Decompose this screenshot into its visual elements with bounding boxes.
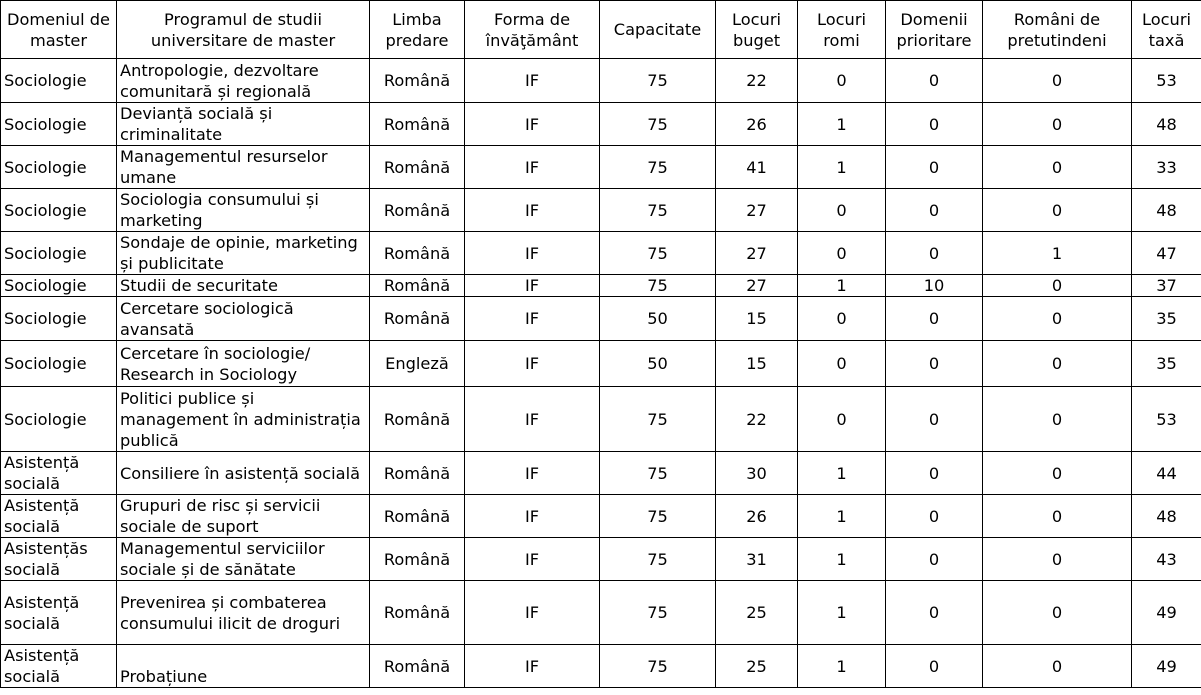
cell-domain: Sociologie	[1, 297, 117, 341]
cell-domain: Sociologie	[1, 232, 117, 275]
cell-domain: Asistență socială	[1, 645, 117, 688]
cell-domain: Sociologie	[1, 189, 117, 232]
cell-language: Română	[370, 645, 465, 688]
header-language: Limba predare	[370, 1, 465, 59]
cell-language: Română	[370, 275, 465, 297]
cell-capacity: 75	[600, 189, 716, 232]
cell-fee: 33	[1132, 146, 1201, 189]
cell-roma: 0	[798, 387, 886, 452]
table-row	[1, 538, 1201, 581]
cell-abroad: 0	[983, 645, 1132, 688]
cell-domain: Sociologie	[1, 146, 117, 189]
cell-language: Română	[370, 538, 465, 581]
cell-budget: 15	[716, 341, 798, 387]
cell-abroad: 0	[983, 387, 1132, 452]
cell-budget: 22	[716, 59, 798, 103]
cell-language: Română	[370, 581, 465, 645]
header-capacity: Capacitate	[600, 1, 716, 59]
cell-domain: Asistență socială	[1, 495, 117, 538]
cell-budget: 25	[716, 581, 798, 645]
header-program: Programul de studii universitare de master	[117, 1, 370, 59]
cell-budget: 41	[716, 146, 798, 189]
cell-capacity: 75	[600, 645, 716, 688]
cell-language: Română	[370, 297, 465, 341]
cell-domain: Sociologie	[1, 341, 117, 387]
cell-program: Devianță socială și criminalitate	[117, 103, 370, 146]
cell-roma: 1	[798, 495, 886, 538]
cell-form: IF	[465, 189, 600, 232]
cell-abroad: 0	[983, 581, 1132, 645]
cell-capacity: 75	[600, 232, 716, 275]
table-row	[1, 275, 1201, 297]
cell-language: Română	[370, 452, 465, 495]
cell-form: IF	[465, 103, 600, 146]
cell-fee: 53	[1132, 59, 1201, 103]
cell-capacity: 75	[600, 538, 716, 581]
cell-program: Managementul resurselor umane	[117, 146, 370, 189]
cell-fee: 35	[1132, 341, 1201, 387]
table-row	[1, 59, 1201, 103]
cell-budget: 26	[716, 495, 798, 538]
cell-abroad: 0	[983, 538, 1132, 581]
cell-abroad: 0	[983, 189, 1132, 232]
cell-priority: 0	[886, 452, 983, 495]
cell-language: Română	[370, 189, 465, 232]
cell-program: Cercetare în sociologie/ Research in Sociology	[117, 341, 370, 387]
header-form: Forma de învăţământ	[465, 1, 600, 59]
cell-fee: 37	[1132, 275, 1201, 297]
cell-abroad: 0	[983, 495, 1132, 538]
cell-roma: 1	[798, 275, 886, 297]
cell-budget: 15	[716, 297, 798, 341]
table-row	[1, 103, 1201, 146]
cell-budget: 31	[716, 538, 798, 581]
cell-domain: Asistențăs socială	[1, 538, 117, 581]
cell-fee: 48	[1132, 103, 1201, 146]
cell-capacity: 75	[600, 103, 716, 146]
cell-language: Română	[370, 146, 465, 189]
cell-program: Grupuri de risc și servicii sociale de suport	[117, 495, 370, 538]
cell-roma: 1	[798, 103, 886, 146]
cell-language: Română	[370, 387, 465, 452]
cell-language: Engleză	[370, 341, 465, 387]
table-row	[1, 297, 1201, 341]
header-fee: Locuri taxă	[1132, 1, 1201, 59]
cell-roma: 0	[798, 297, 886, 341]
cell-language: Română	[370, 59, 465, 103]
header-budget: Locuri buget	[716, 1, 798, 59]
table-row	[1, 645, 1201, 688]
cell-priority: 0	[886, 581, 983, 645]
cell-roma: 1	[798, 538, 886, 581]
cell-capacity: 75	[600, 495, 716, 538]
cell-form: IF	[465, 538, 600, 581]
cell-domain: Sociologie	[1, 275, 117, 297]
cell-priority: 0	[886, 387, 983, 452]
cell-roma: 0	[798, 232, 886, 275]
cell-form: IF	[465, 59, 600, 103]
cell-budget: 27	[716, 189, 798, 232]
cell-capacity: 75	[600, 452, 716, 495]
cell-fee: 44	[1132, 452, 1201, 495]
cell-priority: 0	[886, 495, 983, 538]
cell-form: IF	[465, 452, 600, 495]
cell-program: Antropologie, dezvoltare comunitară și regională	[117, 59, 370, 103]
cell-fee: 48	[1132, 189, 1201, 232]
table-row	[1, 495, 1201, 538]
cell-program: Probațiune	[117, 645, 370, 688]
cell-fee: 49	[1132, 645, 1201, 688]
cell-form: IF	[465, 387, 600, 452]
cell-program: Prevenirea și combaterea consumului ilicit de droguri	[117, 581, 370, 645]
cell-abroad: 0	[983, 146, 1132, 189]
cell-program: Sondaje de opinie, marketing și publicitate	[117, 232, 370, 275]
header-priority: Domenii prioritare	[886, 1, 983, 59]
cell-fee: 48	[1132, 495, 1201, 538]
cell-form: IF	[465, 275, 600, 297]
cell-domain: Sociologie	[1, 387, 117, 452]
cell-priority: 0	[886, 146, 983, 189]
table-row	[1, 146, 1201, 189]
table-body	[1, 59, 1201, 688]
cell-program: Politici publice și management în administrația publică	[117, 387, 370, 452]
cell-form: IF	[465, 581, 600, 645]
cell-language: Română	[370, 103, 465, 146]
cell-priority: 0	[886, 232, 983, 275]
cell-budget: 25	[716, 645, 798, 688]
cell-domain: Sociologie	[1, 59, 117, 103]
cell-form: IF	[465, 645, 600, 688]
cell-capacity: 75	[600, 387, 716, 452]
cell-fee: 47	[1132, 232, 1201, 275]
table-row	[1, 341, 1201, 387]
cell-form: IF	[465, 146, 600, 189]
cell-priority: 0	[886, 538, 983, 581]
cell-capacity: 75	[600, 146, 716, 189]
cell-roma: 1	[798, 146, 886, 189]
cell-budget: 26	[716, 103, 798, 146]
header-abroad: Români de pretutindeni	[983, 1, 1132, 59]
table-row	[1, 387, 1201, 452]
cell-roma: 1	[798, 645, 886, 688]
cell-priority: 0	[886, 297, 983, 341]
cell-abroad: 0	[983, 275, 1132, 297]
cell-program: Cercetare sociologică avansată	[117, 297, 370, 341]
cell-capacity: 75	[600, 581, 716, 645]
cell-budget: 30	[716, 452, 798, 495]
cell-language: Română	[370, 495, 465, 538]
cell-domain: Sociologie	[1, 103, 117, 146]
cell-roma: 0	[798, 189, 886, 232]
cell-capacity: 50	[600, 341, 716, 387]
cell-capacity: 75	[600, 59, 716, 103]
header-domain: Domeniul de master	[1, 1, 117, 59]
cell-roma: 0	[798, 59, 886, 103]
cell-abroad: 0	[983, 59, 1132, 103]
cell-form: IF	[465, 495, 600, 538]
cell-roma: 1	[798, 452, 886, 495]
cell-capacity: 75	[600, 275, 716, 297]
cell-form: IF	[465, 297, 600, 341]
cell-budget: 27	[716, 275, 798, 297]
table-row	[1, 189, 1201, 232]
cell-abroad: 0	[983, 341, 1132, 387]
cell-priority: 0	[886, 189, 983, 232]
cell-capacity: 50	[600, 297, 716, 341]
cell-priority: 0	[886, 645, 983, 688]
cell-program: Studii de securitate	[117, 275, 370, 297]
cell-program: Consiliere în asistență socială	[117, 452, 370, 495]
cell-budget: 27	[716, 232, 798, 275]
cell-fee: 35	[1132, 297, 1201, 341]
cell-domain: Asistență socială	[1, 581, 117, 645]
cell-budget: 22	[716, 387, 798, 452]
cell-fee: 43	[1132, 538, 1201, 581]
table-row	[1, 232, 1201, 275]
header-roma: Locuri romi	[798, 1, 886, 59]
cell-fee: 53	[1132, 387, 1201, 452]
cell-priority: 0	[886, 59, 983, 103]
cell-priority: 10	[886, 275, 983, 297]
table-row	[1, 452, 1201, 495]
cell-form: IF	[465, 232, 600, 275]
table-header-row	[1, 1, 1201, 59]
cell-abroad: 0	[983, 452, 1132, 495]
cell-abroad: 1	[983, 232, 1132, 275]
cell-priority: 0	[886, 103, 983, 146]
cell-domain: Asistență socială	[1, 452, 117, 495]
cell-roma: 1	[798, 581, 886, 645]
cell-form: IF	[465, 341, 600, 387]
cell-fee: 49	[1132, 581, 1201, 645]
cell-program: Managementul serviciilor sociale și de sănătate	[117, 538, 370, 581]
cell-priority: 0	[886, 341, 983, 387]
cell-language: Română	[370, 232, 465, 275]
cell-program: Sociologia consumului și marketing	[117, 189, 370, 232]
cell-abroad: 0	[983, 103, 1132, 146]
cell-abroad: 0	[983, 297, 1132, 341]
cell-roma: 0	[798, 341, 886, 387]
table-row	[1, 581, 1201, 645]
